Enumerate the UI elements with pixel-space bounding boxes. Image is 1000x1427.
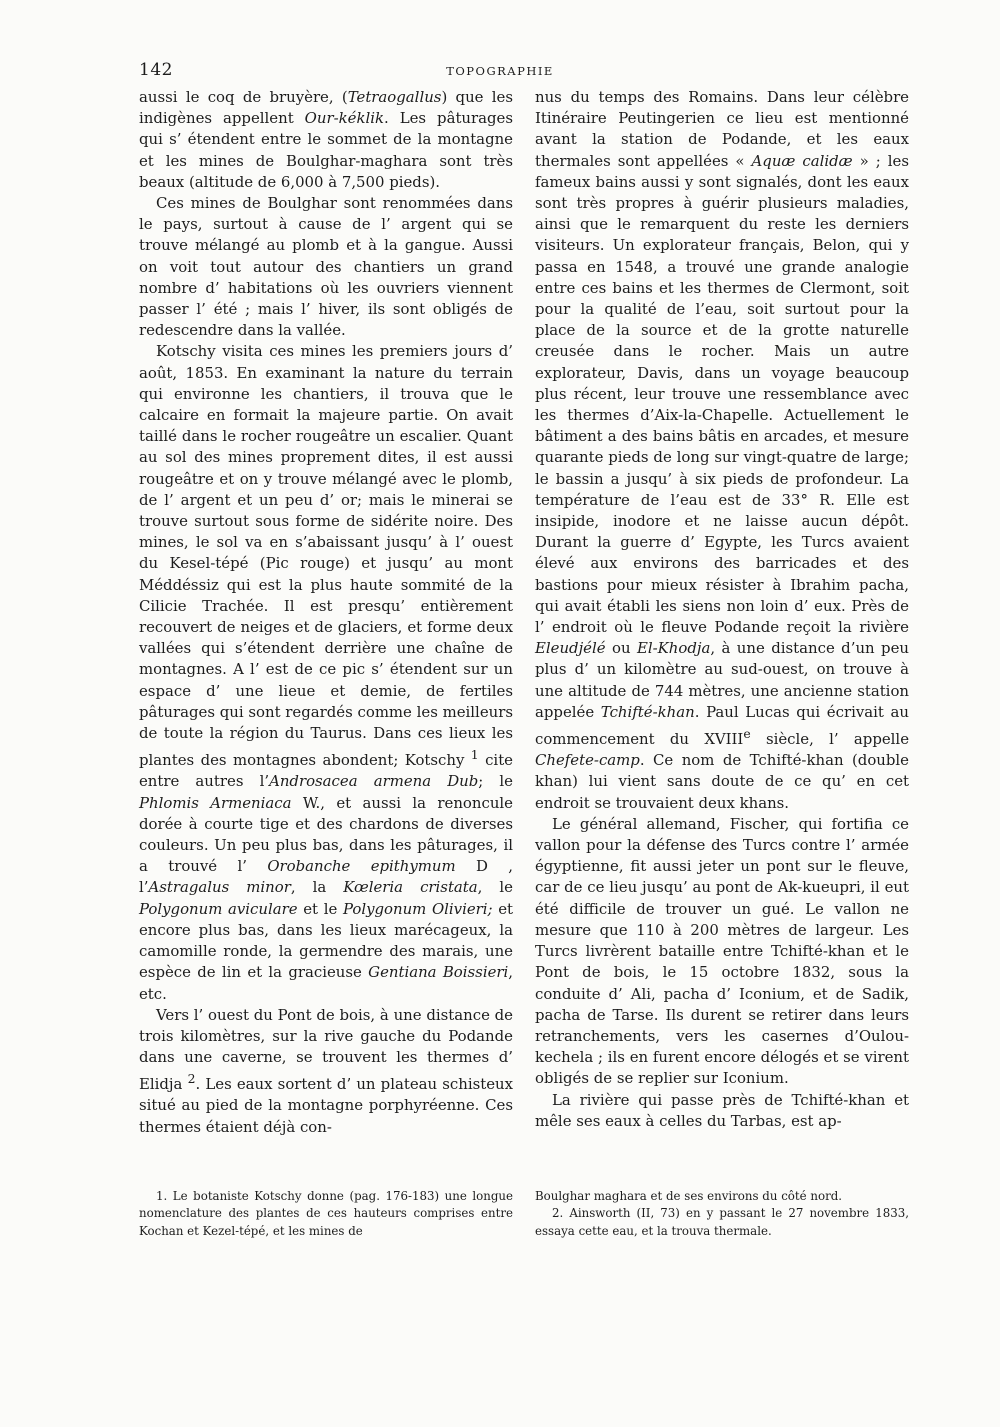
left-text-column: [139, 87, 513, 1138]
page-number: 142: [139, 60, 173, 80]
paragraph: aussi le coq de bruyère, (Tetraogallus) que les indigènes appellent Our-kéklik. Les pâturages qui s’ étendent entre le sommet de la montagne et les mines de Boulghar-maghara sont très beaux (altitude de 6,000 à 7,500 pieds).: [139, 88, 514, 191]
footnotes-left: [139, 1188, 513, 1240]
right-text-column: [535, 87, 909, 1132]
running-title: TOPOGRAPHIE: [446, 64, 554, 78]
paragraph: Vers l’ ouest du Pont de bois, à une distance de trois kilomètres, sur la rive gauche du Podande dans une caverne, se trouvent les thermes d’ Elidja $^2$. Les eaux sortent d’ un plateau schisteux situé au pied de la montagne porphyréenne. Ces thermes étaient déjà con-: [139, 1005, 514, 1136]
paragraph: La rivière qui passe près de Tchifté-khan et mêle ses eaux à celles du Tarbas, est ap-: [535, 1090, 909, 1130]
footnote-2: 2. Ainsworth (II, 73) en y passant le 27 novembre 1833, essaya cette eau, et la trouva thermale.: [535, 1206, 909, 1238]
paragraph: Le général allemand, Fischer, qui fortifia ce vallon pour la défense des Turcs contre l’ armée égyptienne, fit aussi jeter un pont sur le fleuve, car de ce lieu jusqu’ au pont de Ak-kueupri, il eut été difficile de trouver un gué. Le vallon ne mesure que 110 à 200 mètres de largeur. Les Turcs livrèrent bataille entre Tchifté-khan et le Pont de bois, le 15 octobre 1832, sous la conduite d’ Ali, pacha d’ Iconium, et de Sadik, pacha de Tarse. Ils durent se retirer dans leurs retranchements, vers les casernes d’Oulou-kechela ; ils en furent encore délogés et se virent obligés de se replier sur Iconium.: [535, 814, 909, 1088]
paragraph: nus du temps des Romains. Dans leur célèbre Itinéraire Peutingerien ce lieu est mentionné avant la station de Podande, et les eaux thermales sont appellées « Aquæ calidæ » ; les fameux bains aussi y sont signalés, dont les eaux sont très propres à guérir plusieurs maladies, ainsi que le remarquent du reste les derniers visiteurs. Un explorateur français, Belon, qui y passa en 1548, a trouvé une grande analogie entre ces bains et les thermes de Clermont, soit pour la qualité de l’eau, soit surtout pour la place de la source et de la grotte naturelle creusée dans le rocher. Mais un autre explorateur, Davis, dans un voyage beaucoup plus récent, leur trouve une ressemblance avec les thermes d’Aix-la-Chapelle. Actuellement le bâtiment a des bains bâtis en arcades, et mesure quarante pieds de long sur vingt-quatre de large; le bassin a jusqu’ à six pieds de profondeur. La température de l’eau est de 33° R. Elle est insipide, inodore et ne laisse aucun dépôt. Durant la guerre d’ Egypte, les Turcs avaient élevé aux environs des barricades et des bastions pour mieux résister à Ibrahim pacha, qui avait établi les siens non loin d’ eux. Près de l’ endroit où le fleuve Podande reçoit la rivière Eleudjélé ou El-Khodja, à une distance d’un peu plus d’ un kilomètre au sud-ouest, on trouve à une altitude de 744 mètres, une ancienne station appelée Tchifté-khan. Paul Lucas qui écrivait au commencement du XVIIIe siècle, l’ appelle Chefete-camp. Ce nom de Tchifté-khan (double khan) lui vient sans doute de ce qu’ en cet endroit se trouvaient deux khans.: [535, 88, 910, 812]
footnotes-right: [535, 1188, 909, 1240]
footnote-1: 1. Le botaniste Kotschy donne (pag. 176-183) une longue nomenclature des plantes de ces hauteurs comprises entre Kochan et Kezel-tépé, et les mines de: [139, 1189, 513, 1238]
paragraph: Kotschy visita ces mines les premiers jours d’ août, 1853. En examinant la nature du terrain qui environne les chantiers, il trouva que le calcaire en formait la majeure partie. On avait taillé dans le rocher rougeâtre un escalier. Quant au sol des mines proprement dites, il est aussi rougeâtre et on y trouve mélangé avec le plomb, de l’ argent et un peu d’ or; mais le minerai se trouve surtout sous forme de sidérite noire. Des mines, le sol va en s’abaissant jusqu’ à l’ ouest du Kesel-tépé (Pic rouge) et jusqu’ au mont Méddéssiz qui est la plus haute sommité de la Cilicie Trachée. Il est presqu’ entièrement recouvert de neiges et de glaciers, et forme deux vallées qui s’étendent derrière une chaîne de montagnes. A l’ est de ce pic s’ étendent sur un espace d’ une lieue et demie, de fertiles pâturages qui sont regardés comme les meilleurs de toute la région du Taurus. Dans ces lieux les plantes des montagnes abondent; Kotschy $^1$ cite entre autres l’Androsacea armena Dub; le Phlomis Armeniaca W., et aussi la renoncule dorée à courte tige et des chardons de diverses couleurs. Un peu plus bas, dans les pâturages, il a trouvé l’ Orobanche epithymum D , l’Astragalus minor, la Kœleria cristata, le Polygonum aviculare et le Polygonum Olivieri; et encore plus bas, dans les lieux marécageux, la camomille ronde, la germendre des marais, une espèce de lin et la gracieuse Gentiana Boissieri, etc.: [139, 342, 514, 1003]
footnote-1-continued: Boulghar maghara et de ses environs du côté nord.: [535, 1189, 843, 1203]
paragraph: Ces mines de Boulghar sont renommées dans le pays, surtout à cause de l’ argent qui se trouve mélangé au plomb et à la gangue. Aussi on voit tout autour des chantiers un grand nombre d’ habitations où les ouvriers viennent passer l’ été ; mais l’ hiver, ils sont obligés de redescendre dans la vallée.: [139, 194, 513, 340]
